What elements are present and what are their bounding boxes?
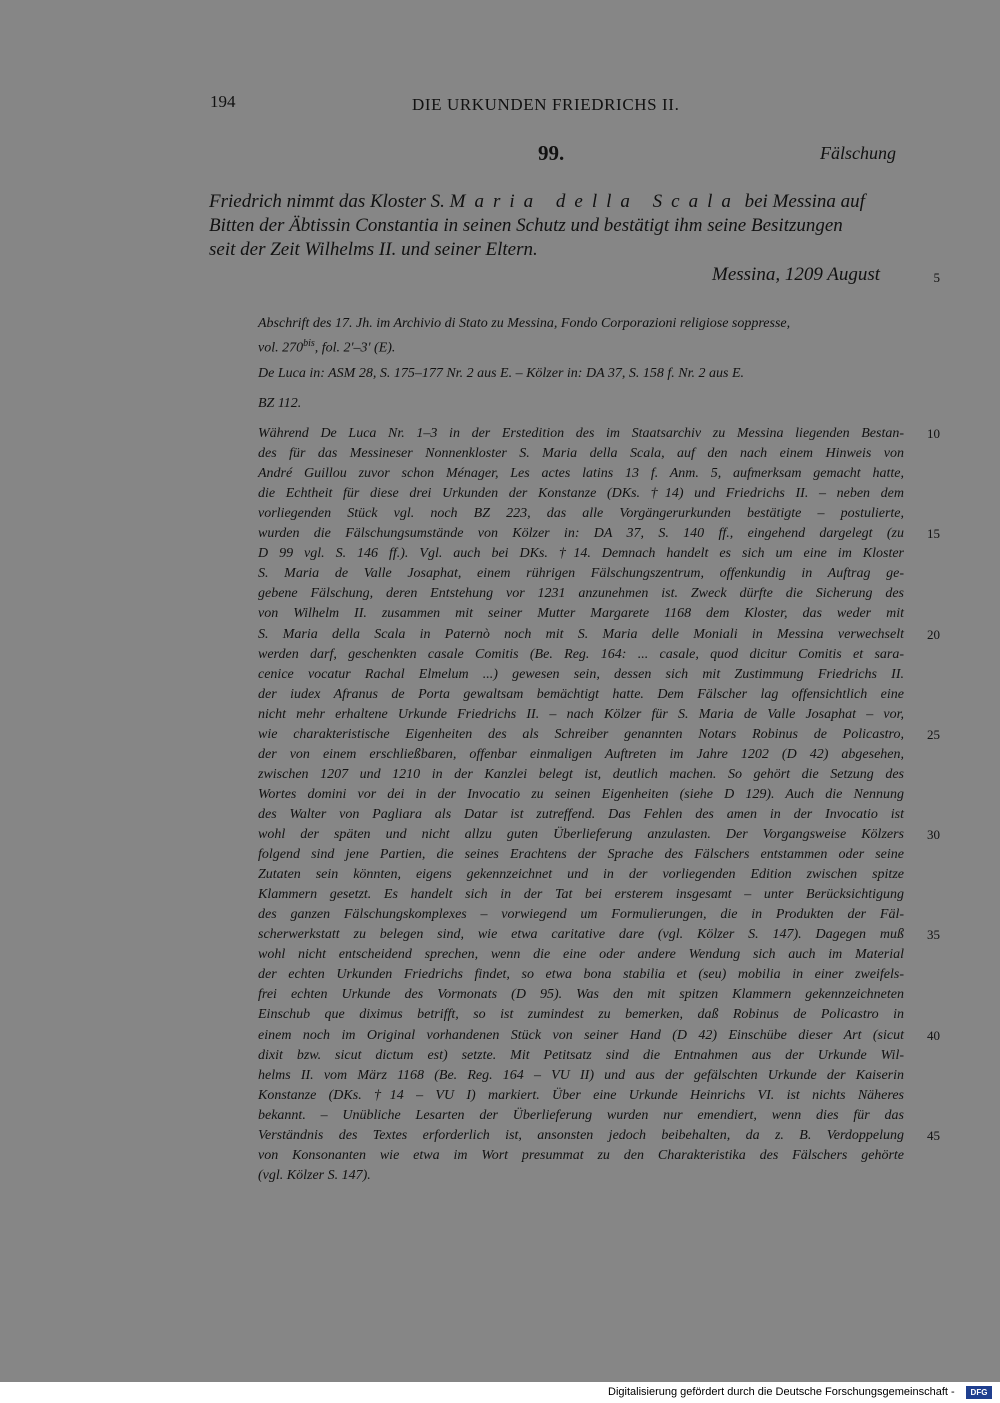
commentary-line: des ganzen Fälschungskomplexes – vorwiegend um Formulierungen, die in Produkten der Fäl- — [258, 907, 904, 923]
commentary-line: wie charakteristische Eigenheiten des als Schreiber genannten Notars Robinus de Policastro, — [258, 726, 904, 742]
commentary-line: (vgl. Kölzer S. 147). — [258, 1167, 371, 1183]
source-line-2 — [258, 334, 904, 359]
commentary-line: wohl nicht entscheidend sprechen, wenn die eine oder andere Wendung sich auch im Material — [258, 947, 904, 963]
commentary-line: die Echtheit für diese drei Urkunden der Konstanze (DKs. †14) und Friedrichs II. – neben dem — [258, 486, 904, 502]
regest-line-2: Bitten der Äbtissin Constantia in seinen Schutz und bestätigt ihm seine Besitzungen — [209, 215, 843, 236]
commentary-line: werden darf, geschenkten casale Comitis (Be. Reg. 164: ... casale, quod dicitur Comitis et sara- — [258, 646, 904, 662]
commentary-line: Klammern gesetzt. Es handelt sich in der Tat bei ersterem insgesamt – unter Berücksichtigung — [258, 887, 904, 903]
commentary-line: Während De Luca Nr. 1–3 in der Erstedition des im Staatsarchiv zu Messina liegenden Bestan- — [258, 426, 904, 441]
regest-monastery-name: Maria della Scala — [449, 191, 740, 212]
commentary-line: Wortes domini vor dei in der Invocatio zu seinen Eigenheiten (siehe D 129). Auch die Nennung — [258, 786, 904, 802]
commentary-line: des für das Messineser Nonnenkloster S. Maria della Scala, auf den nach einem Hinweis von — [258, 446, 904, 462]
line-number: 10 — [927, 426, 940, 441]
running-title: DIE URKUNDEN FRIEDRICHS II. — [412, 95, 680, 114]
page-number: 194 — [210, 92, 236, 111]
commentary-line: folgend sind jene Partien, die seines Erachtens der Sprache des Fälschers entstammen oder seine — [258, 847, 904, 863]
commentary-line: von Wilhelm II. zusammen mit seiner Mutter Margarete 1168 dem Kloster, das weder mit — [258, 606, 904, 622]
commentary-line: zwischen 1207 und 1210 in der Kanzlei belegt ist, deutlich machen. So gehört die Setzung des — [258, 766, 904, 782]
commentary-line: vorliegenden Stück vgl. noch BZ 223, das alle Vorgängerurkunden bestätigte – postulierte, — [258, 506, 904, 522]
commentary-line: André Guillou zuvor schon Ménager, Les actes latins 13 f. Anm. 5, aufmerksam gemacht hatte, — [258, 466, 904, 482]
line-number: 40 — [927, 1027, 940, 1043]
document-type: Fälschung — [820, 143, 896, 163]
line-number: 30 — [927, 827, 940, 842]
commentary-line: dixit bzw. sicut dictum est) setzte. Mit Petitsatz sind die Entnahmen aus der Urkunde Wil- — [258, 1047, 904, 1063]
commentary-line: Verständnis des Textes erforderlich ist, ansonsten jedoch beibehalten, da z. B. Verdoppelung — [258, 1127, 904, 1143]
commentary-line: wohl der späten und nicht allzu guten Überlieferung anzulasten. Der Vorgangsweise Kölzers — [258, 827, 904, 842]
document-date: Messina, 1209 August — [712, 264, 881, 285]
source-line-1: Abschrift des 17. Jh. im Archivio di Stato zu Messina, Fondo Corporazioni religiose soppresse, — [258, 316, 791, 331]
commentary-line: der iudex Afranus de Porta gewaltsam bemächtigt hatte. Dem Fälscher lag offensichtlich eine — [258, 686, 904, 702]
commentary-line: cenice vocatur Rachal Elmelum ...) gewesen sein, dessen sich mit Zustimmung Friedrichs II. — [258, 666, 904, 682]
source-text: vol. 270 — [258, 340, 304, 356]
commentary-line: wurden die Fälschungsumstände von Kölzer in: DA 37, S. 140 ff., eingehend dargelegt (zu — [258, 526, 904, 542]
line-number: 35 — [927, 927, 940, 943]
commentary-line: einem noch im Original vorhandenen Stück von seiner Hand (D 42) Einschübe dieser Art (sicut — [258, 1027, 904, 1043]
commentary-line: bekannt. – Unübliche Lesarten der Überlieferung wurden nur emendiert, wenn dies für das — [258, 1107, 904, 1123]
commentary-line: frei echten Urkunde des Vormonats (D 95). Was den mit spitzen Klammern gekennzeichneten — [258, 987, 904, 1003]
commentary-line: helms II. vom März 1168 (Be. Reg. 164 – VU II) und aus der gefälschten Urkunde der Kaiserin — [258, 1067, 904, 1083]
regest-line-3: seit der Zeit Wilhelms II. und seiner Eltern. — [209, 239, 538, 260]
regest-text: bei Messina auf — [744, 191, 865, 212]
footer-credit: Digitalisierung gefördert durch die Deutsche Forschungsgemeinschaft - — [608, 1386, 955, 1398]
line-number: 5 — [933, 270, 940, 285]
commentary-line: Konstanze (DKs. †14 – VU I) markiert. Über eine Urkunde Heinrichs VI. ist nichts Näheres — [258, 1087, 904, 1103]
line-number: 20 — [927, 626, 940, 642]
commentary-line: Zutaten sein könnten, eigens gekennzeichnet und in der vorliegenden Edition zwischen spitze — [258, 867, 904, 883]
commentary-line: der von einem erschließbaren, offenbar einmaligen Auftreten im Jahre 1202 (D 42) abgesehen, — [258, 746, 904, 762]
commentary-line: von Konsonanten wie etwa im Wort presummat zu den Charakteristika des Fälschers gehörte — [258, 1147, 904, 1163]
line-number: 15 — [927, 526, 940, 542]
commentary-line: S. Maria de Valle Josaphat, einem rührigen Fälschungszentrum, offenkundig in Auftrag ge- — [258, 566, 904, 582]
line-number: 25 — [927, 726, 940, 742]
editions-line: De Luca in: ASM 28, S. 175–177 Nr. 2 aus E. – Kölzer in: DA 37, S. 158 f. Nr. 2 aus E. — [258, 366, 744, 381]
commentary-line: S. Maria della Scala in Paternò noch mit S. Maria delle Moniali in Messina verwechselt — [258, 626, 904, 642]
line-number: 45 — [927, 1127, 940, 1143]
commentary-line: nicht mehr erhaltene Urkunde Friedrichs II. – nach Kölzer für S. Maria de Valle Josaphat – vor, — [258, 706, 904, 722]
document-number: 99. — [538, 141, 565, 165]
source-superscript: bis — [303, 338, 315, 349]
commentary-line: der echten Urkunden Friedrichs findet, so etwa bona stabilia et (seu) mobilia in einer zweifels- — [258, 967, 904, 983]
commentary-line: scherwerkstatt zu belegen sind, wie etwa caritative dare (vgl. Kölzer S. 147). Dagegen muß — [258, 927, 904, 943]
commentary-line: gebene Fälschung, deren Entstehung vor 1231 anzunehmen ist. Zweck dürfte die Sicherung des — [258, 586, 904, 602]
regest-text: Friedrich nimmt das Kloster S. — [209, 191, 445, 212]
dfg-logo: DFG — [966, 1386, 992, 1399]
bz-reference: BZ 112. — [258, 396, 302, 411]
source-text: , fol. 2'–3' (E). — [314, 340, 396, 356]
commentary-line: des Walter von Pagliara als Datar ist zutreffend. Das Fehlen des amen in der Invocatio ist — [258, 806, 904, 822]
regest-line-1 — [209, 190, 901, 214]
commentary-line: D 99 vgl. S. 146 ff.). Vgl. auch bei DKs. †14. Demnach handelt es sich um eine im Kloster — [258, 546, 904, 562]
commentary-line: Einschub que diximus betrifft, so ist zumindest zu bemerken, daß Robinus de Policastro in — [258, 1007, 904, 1023]
